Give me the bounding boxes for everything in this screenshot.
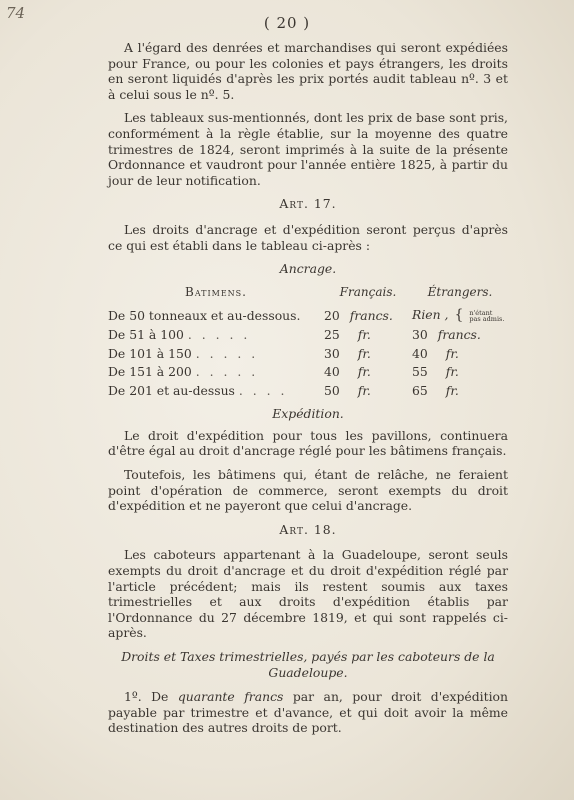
francais-unit: fr. bbox=[357, 382, 371, 398]
etrangers-note-line-2: pas admis. bbox=[469, 314, 505, 323]
table-row bbox=[108, 306, 508, 326]
etrangers-unit: francs. bbox=[437, 326, 481, 342]
page-number: ( 20 ) bbox=[263, 14, 311, 32]
etrangers-unit: fr. bbox=[445, 382, 459, 398]
article-number: 18. bbox=[313, 521, 337, 537]
paragraph-relache-exemption: Toutefois, les bâtimens qui, étant de relâche, ne feraient point d'opération de commerce, seront exempts du droit d'expédition et ne payeront que celui d'ancrage. bbox=[108, 467, 508, 514]
francais-unit: fr. bbox=[357, 364, 371, 380]
leader-dots: . . . . bbox=[238, 382, 288, 398]
item-1-paragraph bbox=[108, 689, 508, 736]
ancrage-table-header bbox=[108, 283, 508, 307]
francais-unit: fr. bbox=[357, 326, 371, 342]
table-row bbox=[108, 382, 508, 401]
leader-dots: . . . . . bbox=[187, 326, 251, 342]
etrangers-note-line-1: n'étant bbox=[469, 308, 493, 317]
tonnage-range: De 51 à 100 bbox=[108, 326, 184, 342]
item-1-prefix: 1º. De bbox=[124, 689, 169, 704]
tonnage-range: De 101 à 150 bbox=[108, 345, 192, 361]
article-17-heading bbox=[108, 196, 508, 212]
paragraph-export-duties: A l'égard des denrées et marchandises qui seront expédiées pour France, ou pour les colonies et pays étrangers, les droits en seront liquidés d'après les prix portés audit tableau nº. 3 et à celui sous le nº. 5. bbox=[108, 40, 508, 102]
francais-unit: francs. bbox=[349, 307, 393, 323]
tonnage-range: De 151 à 200 bbox=[108, 364, 192, 380]
paragraph-tables-printed: Les tableaux sus-mentionnés, dont les prix de base sont pris, conformément à la règle établie, sur la moyenne des quatre trimestres de 1824, seront imprimés à la suite de la présente Ordonnance et vaudront pour l'année entière 1825, à partir du jour de leur notification. bbox=[108, 110, 508, 188]
etrangers-unit: fr. bbox=[445, 345, 459, 361]
francais-value: 20 bbox=[324, 307, 340, 323]
header-etrangers: Étrangers. bbox=[427, 284, 493, 299]
francais-value: 50 bbox=[324, 382, 340, 398]
table-row bbox=[108, 363, 508, 382]
expedition-title: Expédition. bbox=[272, 406, 344, 422]
francais-value: 40 bbox=[324, 364, 340, 380]
article-label: Art. bbox=[279, 521, 309, 537]
article-label: Art. bbox=[279, 196, 309, 212]
etrangers-value: 30 bbox=[412, 326, 428, 342]
page-body bbox=[108, 40, 508, 744]
item-1-amount: quarante francs bbox=[177, 689, 284, 704]
etrangers-unit: fr. bbox=[445, 364, 459, 380]
header-batimens: Batimens. bbox=[185, 284, 247, 299]
leader-dots: . . . . . bbox=[195, 364, 259, 380]
header-francais: Français. bbox=[339, 284, 397, 299]
francais-value: 25 bbox=[324, 326, 340, 342]
article-18-text: Les caboteurs appartenant à la Guadeloupe, seront seuls exempts du droit d'ancrage et du droit d'expédition réglé par l'article précédent; mais ils restent soumis aux taxes trimestrielles et aux droits d'expédition établis par l'Ordonnance du 27 décembre 1819, et qui sont rappelés ci-après. bbox=[108, 547, 508, 641]
etrangers-note bbox=[469, 310, 504, 322]
francais-unit: fr. bbox=[357, 345, 371, 361]
etrangers-value: 40 bbox=[412, 345, 428, 361]
paragraph-expedition-rule: Le droit d'expédition pour tous les pavillons, continuera d'être égal au droit d'ancrage réglé pour les bâtimens français. bbox=[108, 427, 508, 459]
etrangers-value: Rien , bbox=[412, 307, 449, 323]
leader-dots: . . . . . bbox=[195, 345, 259, 361]
droits-taxes-title: Droits et Taxes trimestrielles, payés par les caboteurs de la Guadeloupe. bbox=[121, 649, 495, 680]
etrangers-value: 65 bbox=[412, 382, 428, 398]
tonnage-range: De 201 et au-dessus bbox=[108, 382, 235, 398]
article-17-intro: Les droits d'ancrage et d'expédition seront perçus d'après ce qui est établi dans le tableau ci-après : bbox=[108, 221, 508, 253]
article-18-heading bbox=[108, 522, 508, 538]
etrangers-value: 55 bbox=[412, 364, 428, 380]
ancrage-table bbox=[108, 283, 508, 401]
ancrage-title: Ancrage. bbox=[279, 261, 337, 277]
handwritten-folio-mark: 74 bbox=[6, 4, 26, 22]
brace-glyph: { bbox=[454, 307, 464, 324]
francais-value: 30 bbox=[324, 345, 340, 361]
table-row bbox=[108, 345, 508, 364]
item-1-rest: par an, pour droit d'expédition payable par trimestre et d'avance, et qui doit avoir la même destination des autres droits de port. bbox=[108, 689, 508, 736]
tonnage-range: De 50 tonneaux et au-dessous. bbox=[108, 307, 301, 323]
table-row bbox=[108, 326, 508, 345]
article-number: 17. bbox=[313, 196, 337, 212]
